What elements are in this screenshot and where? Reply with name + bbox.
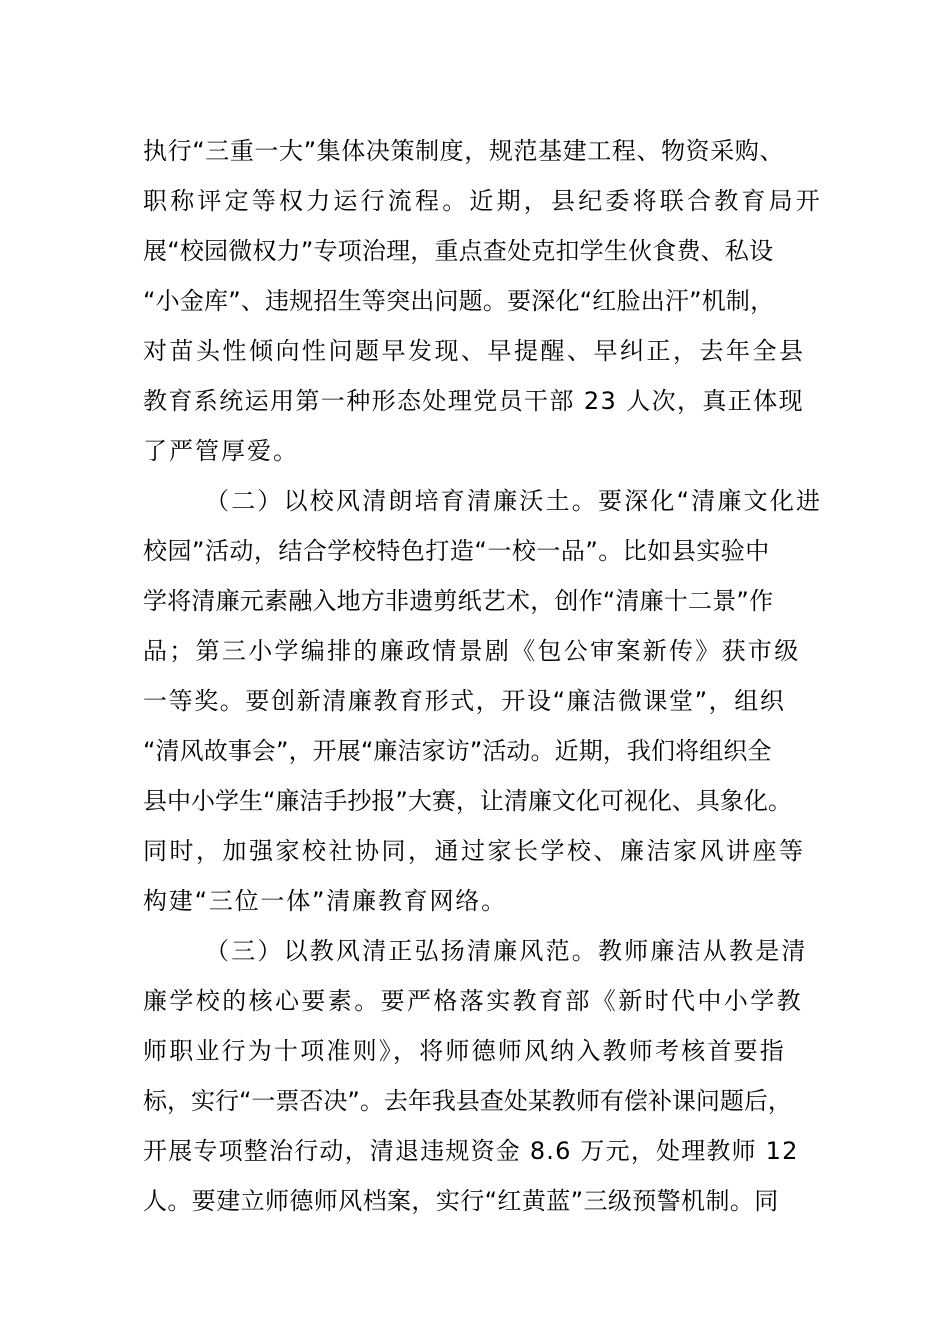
text-line: 人。要建立师德师风档案，实行“红黄蓝”三级预警机制。同: [143, 1187, 779, 1215]
text-line: 校园”活动，结合学校特色打造“一校一品”。比如县实验中: [143, 537, 770, 565]
text-line: 教育系统运用第一种形态处理党员干部 23 人次，真正体现: [143, 387, 804, 415]
document-body: [143, 126, 843, 1226]
text-line: 了严管厚爱。: [143, 437, 299, 465]
text-line: 开展专项整治行动，清退违规资金 8.6 万元，处理教师 12: [143, 1137, 799, 1165]
text-line: 一等奖。要创新清廉教育形式，开设“廉洁微课堂”，组织: [143, 687, 786, 715]
text-line: 职称评定等权力运行流程。近期，县纪委将联合教育局开: [143, 187, 823, 215]
text-line: 执行“三重一大”集体决策制度，规范基建工程、物资采购、: [143, 137, 785, 165]
text-line: 学将清廉元素融入地方非遗剪纸艺术，创作“清廉十二景”作: [143, 587, 774, 615]
paragraph-first-line: （三）以教风清正弘扬清廉风范。教师廉洁从教是清: [205, 937, 808, 965]
paragraph-first-line: （二）以校风清朗培育清廉沃土。要深化“清廉文化进: [205, 487, 823, 515]
text-line: 对苗头性倾向性问题早发现、早提醒、早纠正，去年全县: [143, 337, 806, 365]
text-line: 同时，加强家校社协同，通过家长学校、廉洁家风讲座等: [143, 837, 806, 865]
text-line: 师职业行为十项准则》，将师德师风纳入教师考核首要指: [143, 1037, 786, 1065]
text-line: “清风故事会”，开展“廉洁家访”活动。近期，我们将组织全: [143, 737, 772, 765]
text-line: 构建“三位一体”清廉教育网络。: [143, 887, 507, 915]
text-line: 廉学校的核心要素。要严格落实教育部《新时代中小学教: [143, 987, 803, 1015]
text-line: 县中小学生“廉洁手抄报”大赛，让清廉文化可视化、具象化。: [143, 787, 792, 815]
text-line: “小金库”、违规招生等突出问题。要深化“红脸出汗”机制，: [143, 287, 775, 315]
text-line: 品；第三小学编排的廉政情景剧《包公审案新传》获市级: [143, 637, 801, 665]
text-line: 标，实行“一票否决”。去年我县查处某教师有偿补课问题后，: [143, 1087, 792, 1115]
text-line: 展“校园微权力”专项治理，重点查处克扣学生伙食费、私设: [143, 237, 774, 265]
